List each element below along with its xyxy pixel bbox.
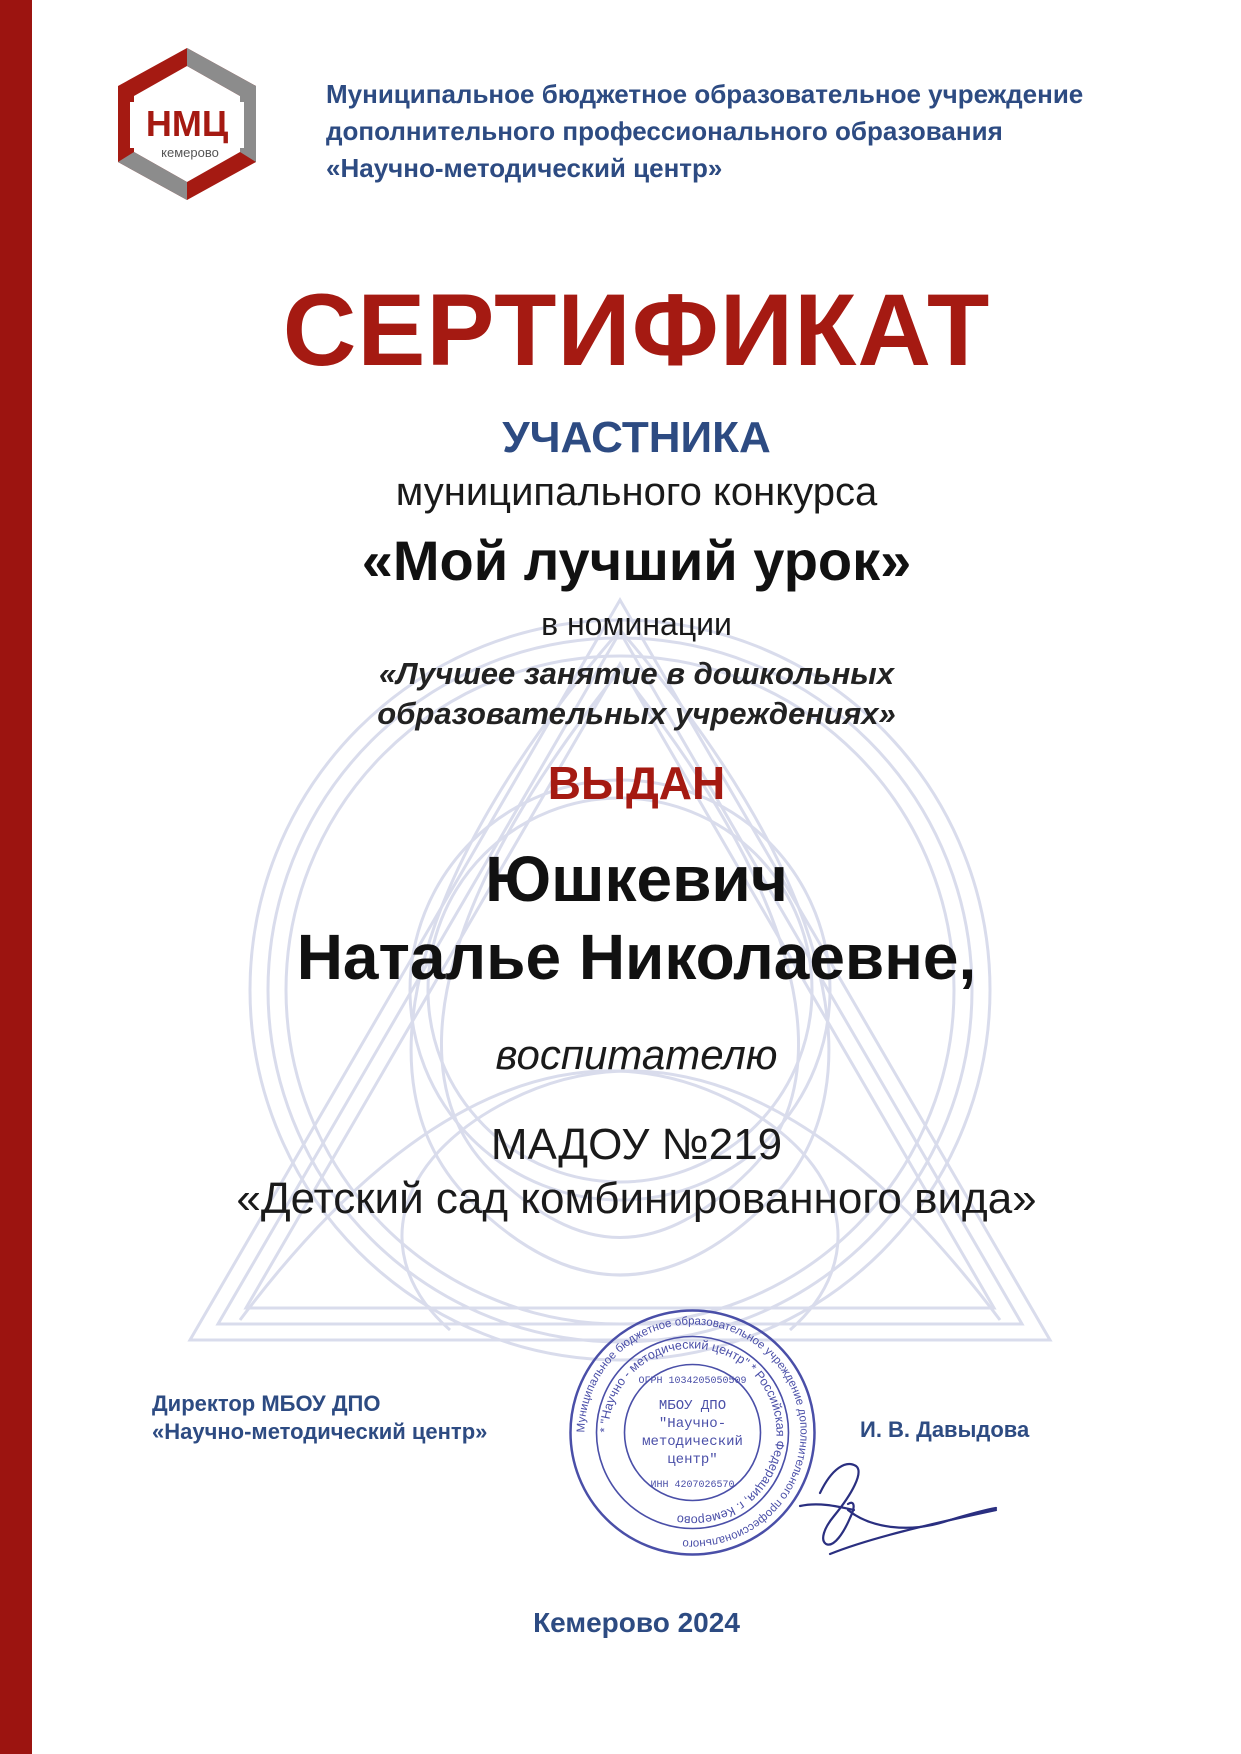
org-line-3: «Научно-методический центр»: [326, 153, 723, 183]
footer-city-year: Кемерово 2024: [533, 1607, 740, 1638]
institution-line-1: МАДОУ №219: [490, 1120, 783, 1169]
certificate-title: СЕРТИФИКАТ: [282, 273, 991, 387]
stamp-center-4: центр": [667, 1452, 718, 1468]
nomination-name: [32, 654, 1241, 734]
recipient-name: [32, 840, 1241, 996]
issued-label: ВЫДАН: [547, 757, 726, 809]
stamp-center-1: МБОУ ДПО: [658, 1398, 727, 1414]
signer-title: [152, 1390, 487, 1446]
logo-city: кемерово: [161, 145, 219, 160]
svg-text:* "Научно - методический центр: [597, 1337, 787, 1527]
institution: [32, 1118, 1241, 1226]
left-red-band: [0, 0, 32, 1754]
certificate-subtitle: УЧАСТНИКА: [502, 413, 771, 462]
org-header: [326, 76, 1206, 187]
institution-line-2: «Детский сад комбинированного вида»: [236, 1174, 1037, 1223]
org-line-1: Муниципальное бюджетное образовательное учреждение: [326, 79, 1084, 109]
org-line-2: дополнительного профессионального образования: [326, 116, 1003, 146]
signer-name: И. В. Давыдова: [860, 1417, 1030, 1442]
stamp-outer-text: Муниципальное бюджетное образовательное учреждение дополнительного профессионального: [575, 1315, 810, 1550]
logo-abbr: НМЦ: [145, 103, 229, 144]
nomination-name-line-2: образовательных учреждениях»: [377, 696, 896, 731]
nomination-name-line-1: «Лучшее занятие в дошкольных: [378, 656, 895, 691]
recipient-position: воспитателю: [495, 1031, 778, 1078]
stamp-ogrn: ОГРН 1034205050509: [638, 1376, 747, 1387]
contest-line: муниципального конкурса: [395, 470, 878, 514]
recipient-line-2: Наталье Николаевне,: [296, 921, 977, 993]
handwritten-signature: [770, 1448, 1000, 1563]
stamp-center-2: "Научно-: [658, 1416, 727, 1432]
recipient-line-1: Юшкевич: [485, 843, 788, 915]
stamp-center-3: методический: [642, 1434, 743, 1450]
signer-title-line-1: Директор МБОУ ДПО: [152, 1391, 381, 1416]
stamp-ring-text: * "Научно - методический центр" * Российская Федерация, г. Кемерово: [597, 1337, 788, 1528]
stamp-inn: ИНН 4207026570: [650, 1480, 735, 1491]
nomination-line: в номинации: [541, 606, 732, 642]
contest-name: «Мой лучший урок»: [361, 529, 912, 592]
signer-title-line-2: «Научно-методический центр»: [152, 1419, 488, 1444]
nmc-logo: [112, 44, 262, 204]
